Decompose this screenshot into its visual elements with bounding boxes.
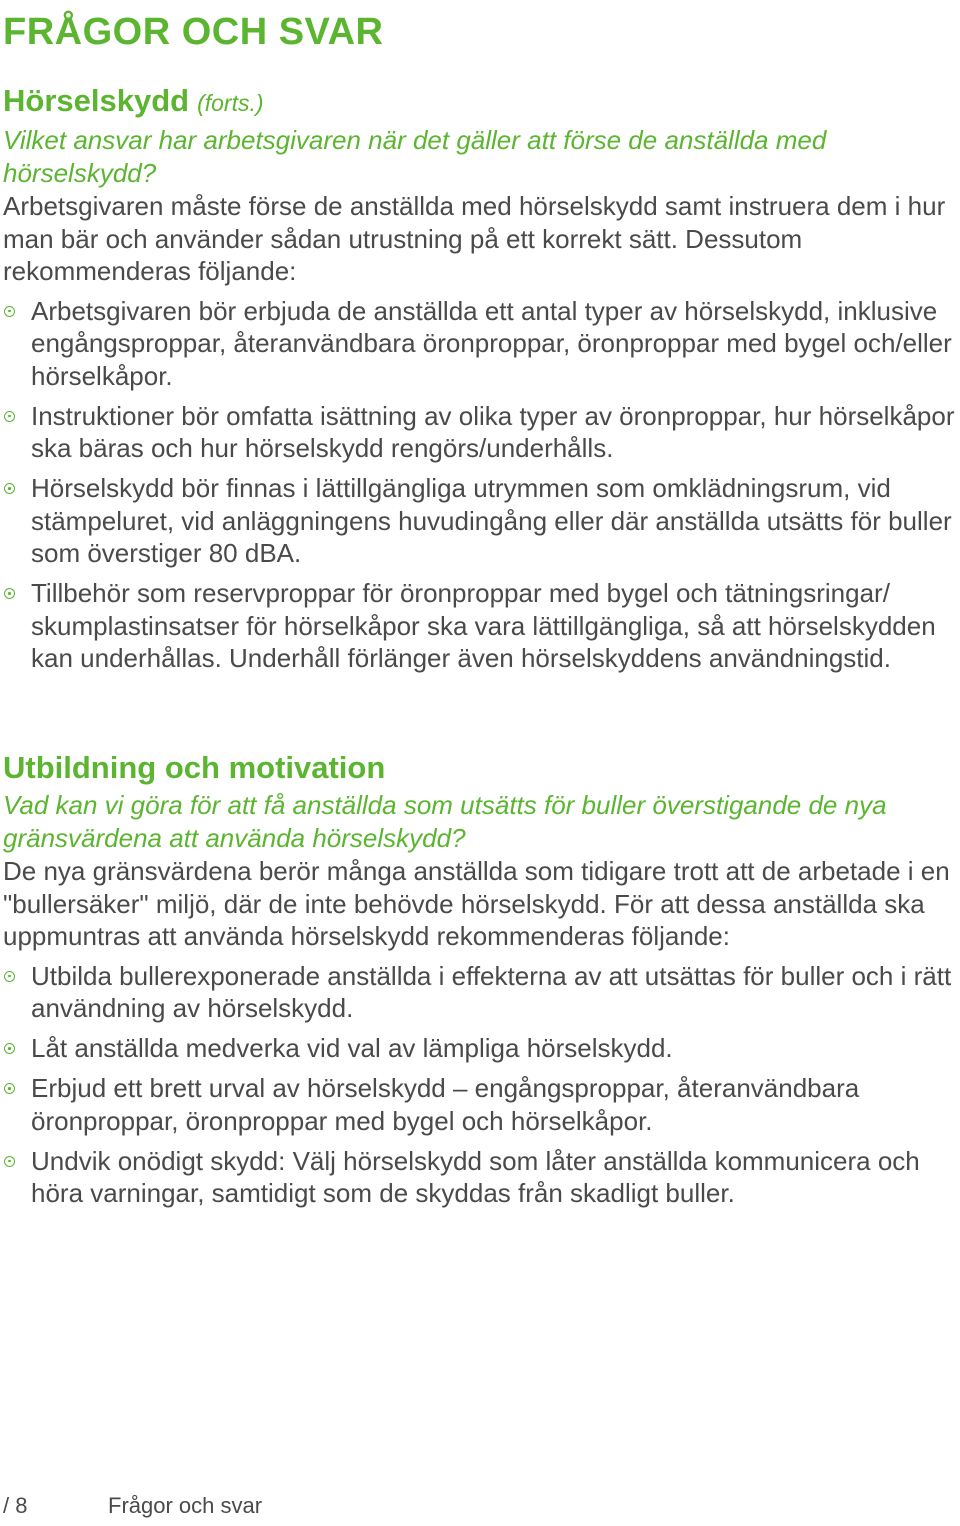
circle-dot-icon [4, 483, 15, 494]
list-item-text: Utbilda bullerexponerade anställda i effekterna av att utsättas för buller och i rätt användning av hörselskydd. [31, 960, 952, 1023]
answer-paragraph: De nya gränsvärdena berör många anställda som tidigare trott att de arbetade i en "bullersäker" miljö, där de inte behövde hörselskydd. För att dessa anställda ska uppmuntras att använda hörselskydd rekommenderas följande: [3, 856, 950, 951]
list-item-text: Hörselskydd bör finnas i lättillgängliga utrymmen som omklädningsrum, vid stämpeluret, vid anläggningens huvudingång eller där anställda utsätts för buller som överstiger 80 dBA. [31, 473, 952, 568]
list-item [3, 1072, 957, 1137]
list-item [3, 295, 957, 393]
circle-dot-icon [4, 971, 15, 982]
page-title: FRÅGOR OCH SVAR [3, 11, 384, 53]
page-footer [3, 1492, 263, 1520]
list-item [3, 1145, 957, 1210]
circle-dot-icon [4, 411, 15, 422]
question: Vilket ansvar har arbetsgivaren när det gäller att förse de anställda med hörselskydd? [3, 125, 827, 188]
footer-section-name: Frågor och svar [108, 1493, 263, 1518]
list-item [3, 1032, 957, 1065]
list-item-text: Undvik onödigt skydd: Välj hörselskydd som låter anställda kommunicera och höra varningar, samtidigt som de skyddas från skadligt buller. [31, 1145, 920, 1208]
list-item [3, 472, 957, 570]
section-utbildning-och-motivation [3, 747, 957, 1217]
answer-paragraph: Arbetsgivaren måste förse de anställda med hörselskydd samt instruera dem i hur man bär och använder sådan utrustning på ett korrekt sätt. Dessutom rekommenderas följande: [3, 191, 946, 286]
page-number: / 8 [3, 1493, 28, 1518]
list-item [3, 960, 957, 1025]
circle-dot-icon [4, 1083, 15, 1094]
list-item-text: Tillbehör som reservproppar för öronproppar med bygel och tätningsringar/ skumplastinsatser för hörselkåpor ska vara lättillgängliga, så att hörselskydden kan underhållas. Underhåll förlänger även hörselskyddens användningstid. [31, 578, 936, 673]
section-heading-text: Hörselskydd [3, 83, 190, 118]
section-heading-suffix: (forts.) [197, 90, 264, 116]
list-item-text: Låt anställda medverka vid val av lämpliga hörselskydd. [31, 1033, 673, 1063]
circle-dot-icon [4, 306, 15, 317]
bullet-list [3, 960, 957, 1210]
list-item [3, 400, 957, 465]
circle-dot-icon [4, 1043, 15, 1054]
circle-dot-icon [4, 588, 15, 599]
section-horselskydd [3, 80, 957, 682]
bullet-list [3, 295, 957, 675]
list-item-text: Arbetsgivaren bör erbjuda de anställda ett antal typer av hörselskydd, inklusive engångsproppar, återanvändbara öronproppar, öronproppar med bygel och/eller hörselkåpor. [31, 295, 952, 391]
list-item-text: Erbjud ett brett urval av hörselskydd – engångsproppar, återanvändbara öronproppar, öronproppar med bygel och hörselkåpor. [31, 1073, 860, 1136]
section-heading: Utbildning och motivation [3, 750, 386, 785]
list-item [3, 577, 957, 675]
circle-dot-icon [4, 1156, 15, 1167]
section-heading [3, 80, 957, 124]
question: Vad kan vi göra för att få anställda som utsätts för buller överstigande de nya gränsvärdena att använda hörselskydd? [3, 790, 887, 853]
list-item-text: Instruktioner bör omfatta isättning av olika typer av öronproppar, hur hörselkåpor ska bäras och hur hörselskydd rengörs/underhålls. [31, 400, 955, 463]
